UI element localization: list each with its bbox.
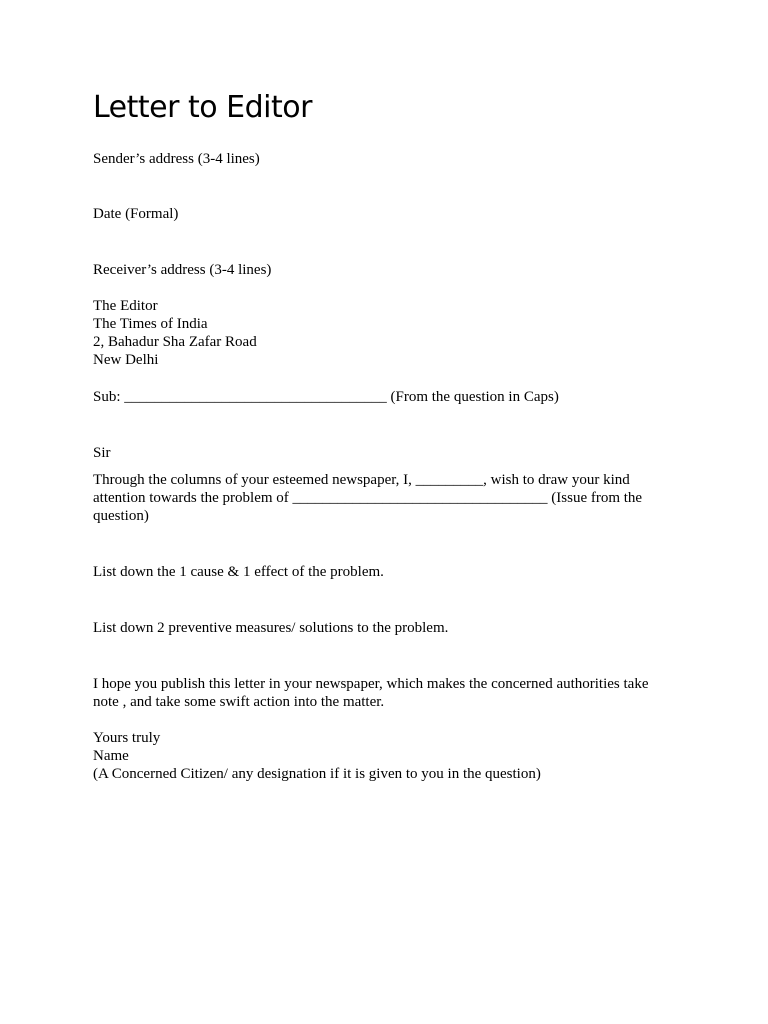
sender-address: Sender’s address (3-4 lines) [93,151,260,167]
body-closing-paragraph: I hope you publish this letter in your newspaper, which makes the concerned authorities take note , and take some swift action into the matter. [93,676,649,710]
date-line: Date (Formal) [93,206,179,222]
body-cause-effect: List down the 1 cause & 1 effect of the problem. [93,564,384,580]
complimentary-close: Yours truly [93,730,161,746]
salutation: Sir [93,445,111,461]
receiver-address: Receiver’s address (3-4 lines) [93,262,272,278]
body-solutions: List down 2 preventive measures/ solutions to the problem. [93,620,449,636]
document-title: Letter to Editor [93,90,312,125]
signature-designation: (A Concerned Citizen/ any designation if it is given to you in the question) [93,766,541,782]
signature-name: Name [93,748,129,764]
receiver-line-4: New Delhi [93,352,159,368]
body-intro-paragraph: Through the columns of your esteemed newspaper, I, _________, wish to draw your kind attention towards the problem of __________________________________ (Issue from the question) [93,472,643,524]
receiver-line-1: The Editor [93,298,158,314]
receiver-line-2: The Times of India [93,316,208,332]
receiver-line-3: 2, Bahadur Sha Zafar Road [93,334,257,350]
subject-line: Sub: ___________________________________ (From the question in Caps) [93,389,559,405]
